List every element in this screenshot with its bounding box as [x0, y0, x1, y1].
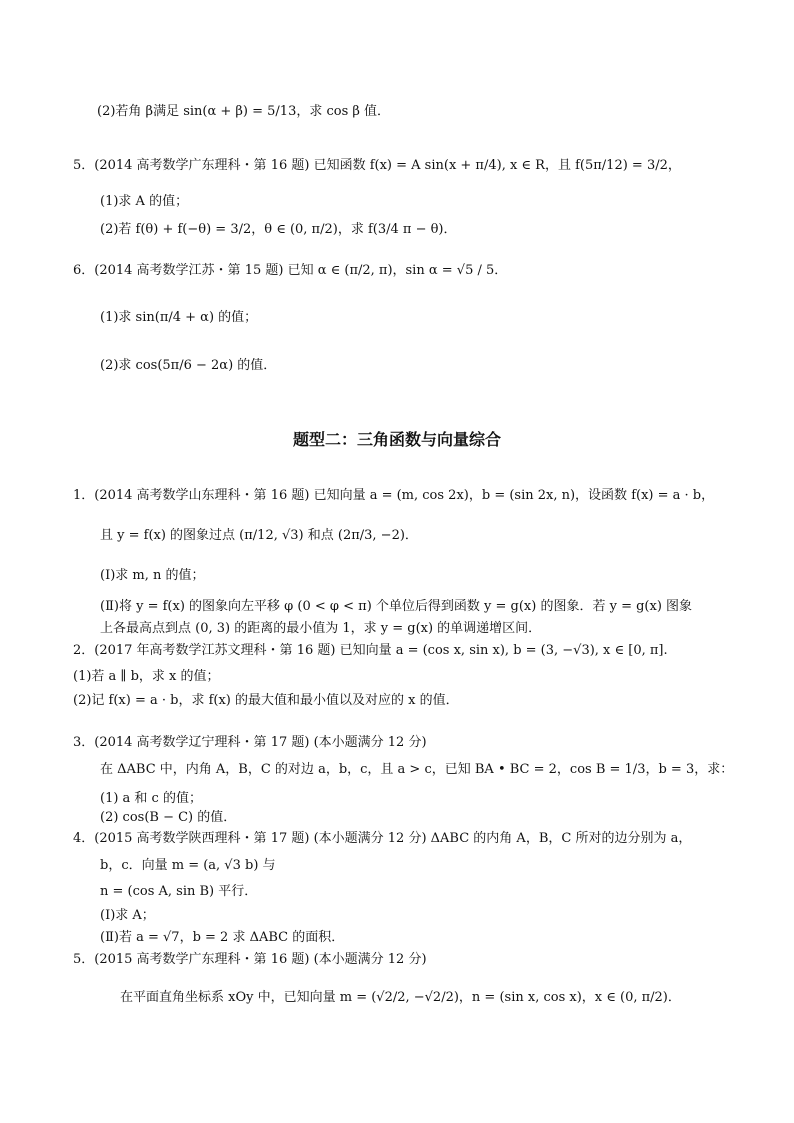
- question-b3-stem: 3．(2014 高考数学辽宁理科・第 17 题) (本小题满分 12 分): [73, 735, 427, 750]
- question-5-part2: (2)若 f(θ) + f(−θ) = 3/2，θ ∈ (0, π/2)，求 f(3/4 π − θ)．: [100, 222, 457, 237]
- question-b1-part2: (Ⅱ)将 y = f(x) 的图象向左平移 φ (0 < φ < π) 个单位后得到函数 y = g(x) 的图象．若 y = g(x) 图象: [100, 599, 693, 614]
- question-b3-part2: (2) cos(B − C) 的值．: [100, 810, 237, 825]
- question-b4-stem2: b，c．向量 m = (a, √3 b) 与: [100, 858, 276, 873]
- question-b4-part1: (Ⅰ)求 A；: [100, 908, 155, 923]
- question-b1-part2b: 上各最高点到点 (0, 3) 的距离的最小值为 1，求 y = g(x) 的单调递增区间．: [100, 621, 542, 636]
- question-b3-stem2: 在 ΔABC 中，内角 A，B，C 的对边 a，b，c，且 a > c，已知 BA • BC = 2，cos B = 1/3，b = 3，求：: [100, 762, 734, 777]
- section-heading: 题型二：三角函数与向量综合: [292, 430, 501, 449]
- question-part: (2)若角 β满足 sin(α + β) = 5/13，求 cos β 值．: [97, 104, 391, 119]
- question-b4-part2: (Ⅱ)若 a = √7，b = 2 求 ΔABC 的面积．: [100, 930, 345, 945]
- question-6-part1: (1)求 sin(π/4 + α) 的值；: [100, 310, 258, 325]
- question-5-stem: 5．(2014 高考数学广东理科・第 16 题) 已知函数 f(x) = A sin(x + π/4), x ∈ R，且 f(5π/12) = 3/2，: [73, 158, 681, 173]
- question-b2-part1: (1)若 a ∥ b，求 x 的值；: [73, 669, 220, 684]
- question-b1-stem: 1．(2014 高考数学山东理科・第 16 题) 已知向量 a = (m, cos 2x)，b = (sin 2x, n)，设函数 f(x) = a · b，: [73, 488, 715, 503]
- question-b5-stem2: 在平面直角坐标系 xOy 中，已知向量 m = (√2/2, −√2/2)，n = (sin x, cos x)，x ∈ (0, π/2)．: [120, 990, 681, 1005]
- question-6-part2: (2)求 cos(5π/6 − 2α) 的值．: [100, 358, 277, 373]
- question-b1-stem2: 且 y = f(x) 的图象过点 (π/12, √3) 和点 (2π/3, −2)．: [100, 528, 418, 543]
- question-b2-part2: (2)记 f(x) = a · b，求 f(x) 的最大值和最小值以及对应的 x 的值．: [73, 693, 459, 708]
- question-b4-stem: 4．(2015 高考数学陕西理科・第 17 题) (本小题满分 12 分) ΔABC 的内角 A，B，C 所对的边分别为 a，: [73, 831, 692, 846]
- question-b4-stem3: n = (cos A, sin B) 平行．: [100, 884, 258, 899]
- question-b1-part1: (Ⅰ)求 m, n 的值；: [100, 568, 205, 583]
- question-5-part1: (1)求 A 的值；: [100, 194, 189, 209]
- question-6-stem: 6．(2014 高考数学江苏・第 15 题) 已知 α ∈ (π/2, π)，sin α = √5 / 5．: [73, 263, 508, 278]
- question-b2-stem: 2．(2017 年高考数学江苏文理科・第 16 题) 已知向量 a = (cos x, sin x), b = (3, −√3), x ∈ [0, π].: [73, 643, 668, 658]
- question-b5-stem: 5．(2015 高考数学广东理科・第 16 题) (本小题满分 12 分): [73, 952, 427, 967]
- question-b3-part1: (1) a 和 c 的值；: [100, 791, 202, 806]
